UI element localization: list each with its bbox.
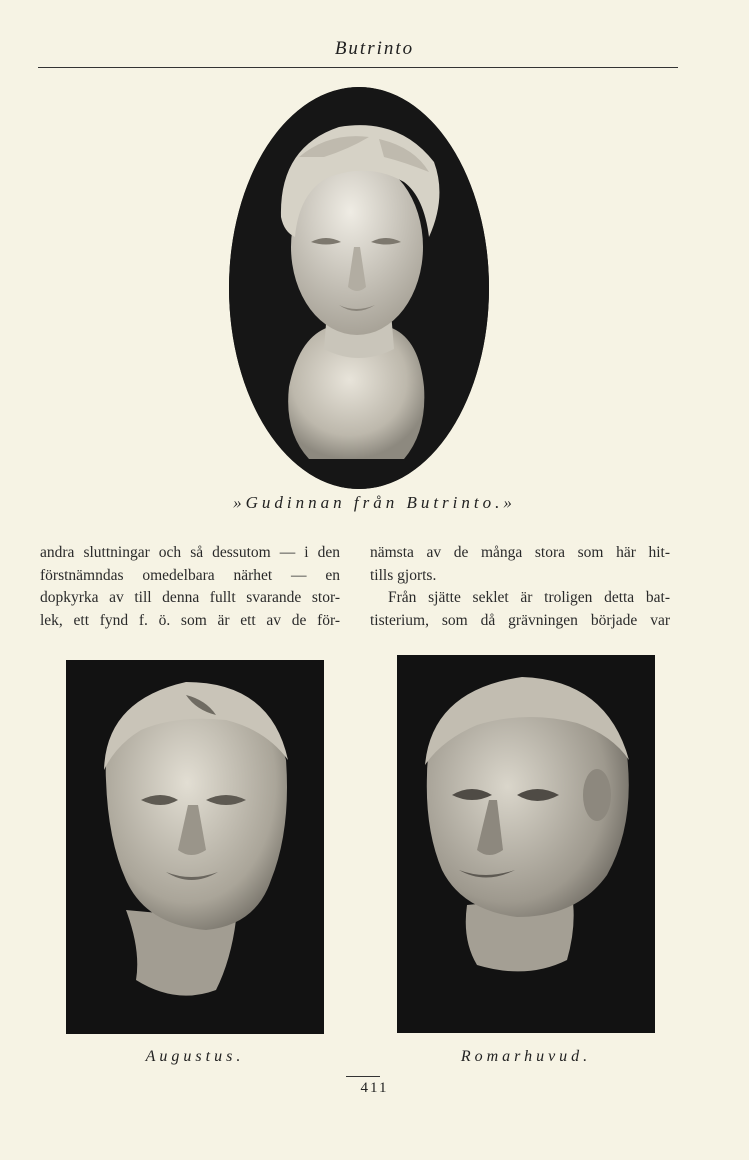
augustus-caption: Augustus. — [145, 1048, 245, 1065]
text-column-right — [370, 542, 670, 632]
text-line: dopkyrka av till denna fullt svarande stor- — [40, 589, 340, 606]
text-column-left — [40, 542, 340, 632]
header-rule — [38, 67, 678, 68]
text-line: förstnämndas omedelbara närhet — en — [40, 566, 340, 584]
goddess-bust-photo — [229, 87, 489, 489]
page-number: 411 — [360, 1080, 389, 1096]
roman-head-caption: Romarhuvud. — [460, 1048, 592, 1065]
augustus-head-photo — [66, 660, 324, 1034]
text-line: Från sjätte seklet är troligen detta bat- — [388, 589, 670, 606]
text-line: nämsta av de många stora som här hit- — [370, 544, 670, 561]
top-figure-caption: »Gudinnan från Butrinto.» — [233, 493, 516, 512]
text-line: tisterium, som då grävningen började var — [370, 611, 670, 629]
page-number-rule — [346, 1076, 380, 1077]
roman-head-photo — [397, 655, 655, 1033]
running-title: Butrinto — [334, 38, 415, 59]
text-line: andra sluttningar och så dessutom — i den — [40, 544, 340, 561]
text-line: tills gjorts. — [370, 566, 437, 584]
text-line: lek, ett fynd f. ö. som är ett av de för- — [40, 611, 340, 629]
